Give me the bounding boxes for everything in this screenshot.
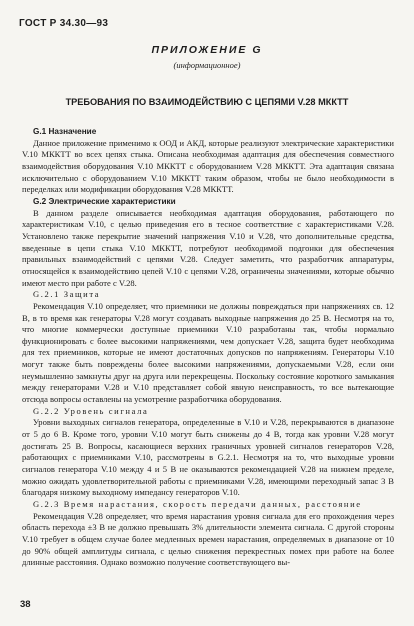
page-number: 38	[20, 599, 31, 610]
section-text-g21: Рекомендация V.10 определяет, что приемники не должны повреждаться при напряжениях св. 12 В, в то время как генераторы V.28 могут создавать выходные напряжения до 25 В. Несмотря на то, что многие коммерчески доступные приемники V.10 разработаны так, чтобы нормально функционировать с более высокими напряжениями, чем допускает V.28, защита будет необходима для тех приемников, которые не имеют достаточных допусков по напряжениям. Генераторы V.10 могут также быть повреждены более высокими напряжениями, допускаемыми V.28, если они неумышленно замкнуты друг на друга или перекрещены. Поскольку состояние короткого замыкания между генераторами V.28 и V.10 представляет собой явную неисправность, то все вытекающие отсюда вопросы оставлены на усмотрение разработчика оборудования.	[22, 300, 394, 405]
section-heading-g2: G.2 Электрические характеристики	[33, 196, 176, 206]
appendix-label: ПРИЛОЖЕНИЕ G	[151, 44, 263, 56]
section-heading-g22: G.2.2 Уровень сигнала	[33, 405, 149, 416]
section-heading-g21: G.2.1 Защита	[33, 289, 101, 300]
section-heading-g1: G.1 Назначение	[33, 127, 97, 136]
document-body	[22, 126, 394, 569]
standard-header: ГОСТ Р 34.30—93	[19, 18, 109, 29]
section-heading-g23: G.2.3 Время нарастания, скорость передачи данных, расстояние	[33, 499, 362, 509]
section-text-g23: Рекомендация V.28 определяет, что время нарастания уровня сигнала для его прохождения через область перехода ±3 В не должно превышать 3% длительности элемента сигнала. С другой стороны V.10 требует в общем случае более медленных времен нарастания, определяемых в диапазоне от 10 до 90% общей амплитуды сигнала, с целью снижения перекрестных помех при работе на более длинные расстояния. Однако возможно получение соответствующего вы-	[22, 510, 394, 568]
document-title: ТРЕБОВАНИЯ ПО ВЗАИМОДЕЙСТВИЮ С ЦЕПЯМИ V.28 МККТТ	[65, 97, 349, 107]
section-text-g1: Данное приложение применимо к ООД и АКД, которые реализуют электрические характеристики V.10 МККТТ во всех цепях стыка. Описана необходимая адаптация для обеспечения совместного взаимодействия оборудования V.10 МККТТ с оборудованием V.28 МККТТ. Эта адаптация связана исключительно с оборудованием V.10 МККТТ таким образом, чтобы не было необходимости в переделках или модификации оборудования V.28 МККТТ.	[22, 137, 394, 195]
section-text-g22: Уровни выходных сигналов генератора, определенные в V.10 и V.28, перекрываются в диапазоне от 5 до 6 В. Кроме того, уровни V.10 могут быть снижены до 4 В, тогда как уровни V.28 могут достигать 25 В. Вопросы, касающиеся верхних граничных уровней сигналов генераторов V.28, работающих с приемниками V.10, рассмотрены в G.2.1. Несмотря на то, что выходные уровни сигналов генератора V.10 между 4 и 5 В не оказываются рекомендацией V.28 на нижнем пределе, можно ожидать удовлетворительной работы с приемниками V.28, имеющими переходный запас 3 В благодаря низкому выходному импедансу генераторов V.10.	[22, 417, 394, 498]
section-text-g2: В данном разделе описывается необходимая адаптация оборудования, работающего по характеристикам V.10, с целью приведения его в тесное соответствие с характеристиками V.28. Установлено также перекрытие значений напряжения V.10 и V.28, что дополнительные средства, введенные в цепи стыка V.10 МККТТ, потребуют необходимой подгонки для обеспечения правильных взаимодействий с цепями V.28. Следует заметить, что разработчик аппаратуры, относящейся к взаимодействию цепей V.10 с цепями V.28, ограничены значениями, которые обычно имеют место при работе с V.28.	[22, 207, 394, 288]
appendix-note: (информационное)	[173, 60, 241, 70]
